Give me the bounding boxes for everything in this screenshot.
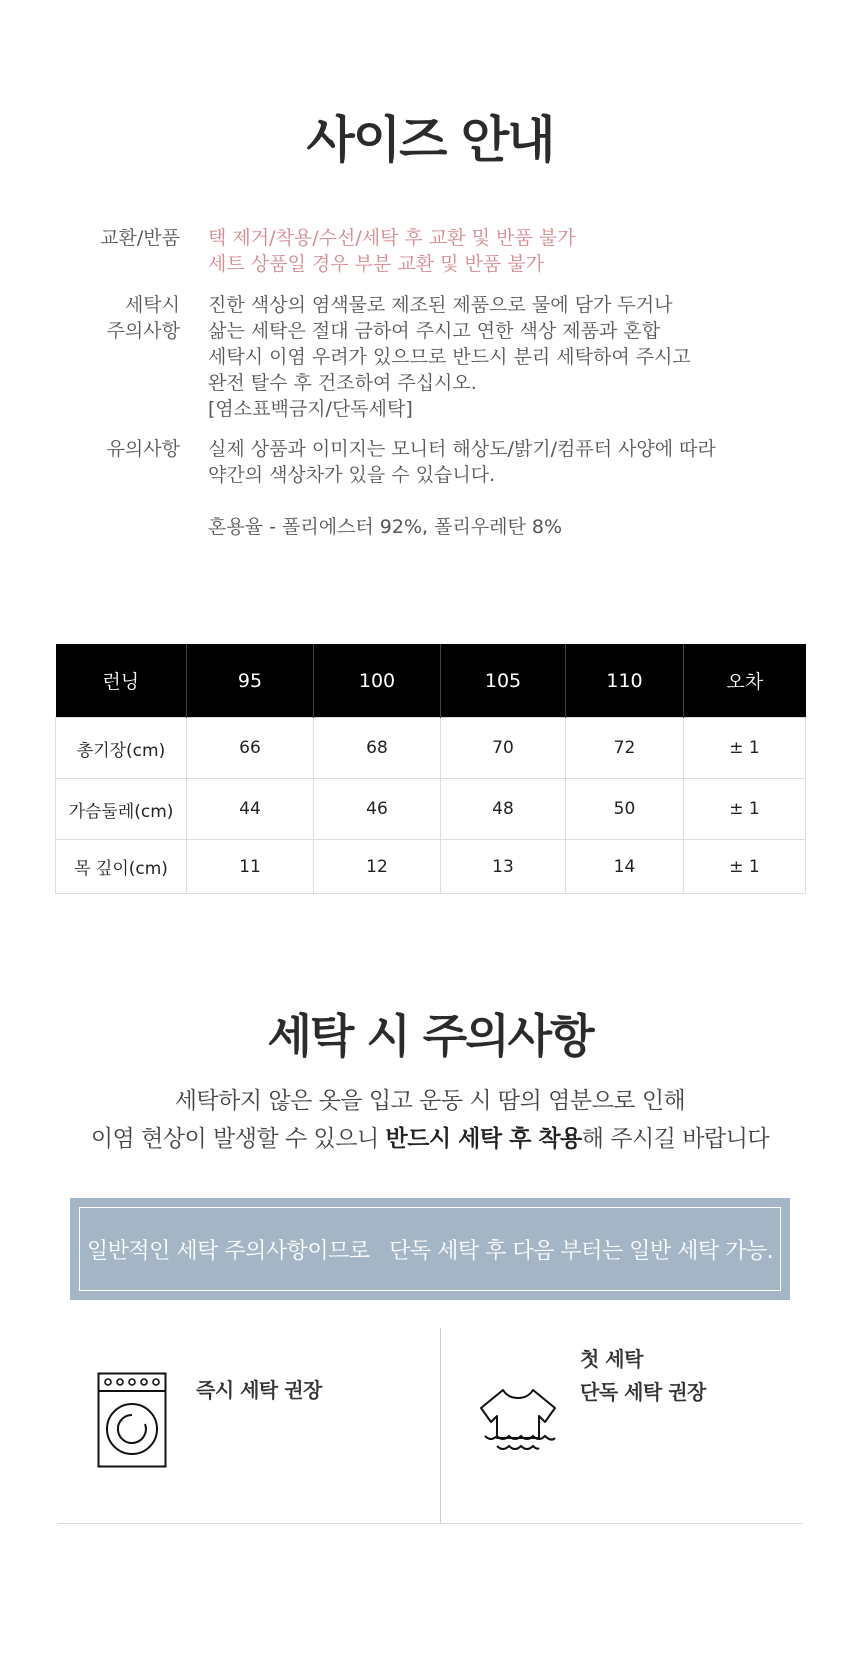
header-cell: 95 bbox=[187, 644, 314, 718]
table-cell: 총기장(cm) bbox=[56, 718, 187, 779]
header-cell: 110 bbox=[566, 644, 684, 718]
table-cell: 68 bbox=[314, 718, 441, 779]
table-cell: 12 bbox=[314, 840, 441, 894]
table-cell: 목 깊이(cm) bbox=[56, 840, 187, 894]
header-cell: 100 bbox=[314, 644, 441, 718]
header-cell: 런닝 bbox=[56, 644, 187, 718]
table-row bbox=[56, 718, 806, 779]
table-cell: 14 bbox=[566, 840, 684, 894]
table-row bbox=[56, 779, 806, 840]
header-cell: 오차 bbox=[684, 644, 806, 718]
table-cell: 46 bbox=[314, 779, 441, 840]
desc-emphasis: 반드시 세탁 후 착용 bbox=[385, 1126, 582, 1152]
table-cell: 72 bbox=[566, 718, 684, 779]
table-cell: 44 bbox=[187, 779, 314, 840]
size-guide-title: 사이즈 안내 bbox=[306, 111, 554, 169]
table-cell: 70 bbox=[441, 718, 566, 779]
size-table bbox=[55, 644, 806, 894]
horizontal-divider bbox=[58, 1523, 803, 1524]
table-cell: 48 bbox=[441, 779, 566, 840]
washing-caution-text: 진한 색상의 염색물로 제조된 제품으로 물에 담가 두거나 삶는 세탁은 절대 금하여 주시고 연한 색상 제품과 혼합 세탁시 이염 우려가 있으므로 반드시 분리 세탁하여 주시고 완전 탈수 후 건조하여 주십시오. [염소표백금지/단독세탁] bbox=[208, 294, 691, 420]
table-row bbox=[56, 840, 806, 894]
washing-desc-line1: 세탁하지 않은 옷을 입고 운동 시 땀의 염분으로 인해 bbox=[174, 1088, 686, 1114]
table-cell: ± 1 bbox=[684, 779, 806, 840]
notes-label: 유의사항 bbox=[106, 438, 180, 460]
desc-text: 이염 현상이 발생할 수 있으니 bbox=[90, 1126, 386, 1152]
washing-machine-icon bbox=[97, 1372, 167, 1468]
washing-caution-title: 세탁 시 주의사항 bbox=[267, 1009, 593, 1063]
table-cell: 66 bbox=[187, 718, 314, 779]
washing-caution-label: 세탁시 주의사항 bbox=[106, 294, 180, 342]
vertical-divider bbox=[440, 1328, 441, 1524]
washing-banner bbox=[70, 1198, 790, 1300]
table-cell: 13 bbox=[441, 840, 566, 894]
table-cell: ± 1 bbox=[684, 840, 806, 894]
table-cell: ± 1 bbox=[684, 718, 806, 779]
exchange-return-label: 교환/반품 bbox=[100, 227, 180, 249]
care-immediate-label: 즉시 세탁 권장 bbox=[196, 1378, 322, 1402]
shirt-in-water-icon bbox=[473, 1386, 563, 1454]
table-cell: 가슴둘레(cm) bbox=[56, 779, 187, 840]
header-cell: 105 bbox=[441, 644, 566, 718]
care-first-wash-label: 첫 세탁 단독 세탁 권장 bbox=[580, 1347, 706, 1404]
size-table-header bbox=[56, 644, 806, 718]
table-cell: 50 bbox=[566, 779, 684, 840]
material-text: 혼용율 - 폴리에스터 92%, 폴리우레탄 8% bbox=[208, 516, 563, 538]
exchange-return-text: 택 제거/착용/수선/세탁 후 교환 및 반품 불가 세트 상품일 경우 부분 교환 및 반품 불가 bbox=[208, 227, 576, 275]
banner-text: 일반적인 세탁 주의사항이므로 단독 세탁 후 다음 부터는 일반 세탁 가능. bbox=[79, 1207, 781, 1291]
table-cell: 11 bbox=[187, 840, 314, 894]
desc-text: 해 주시길 바랍니다 bbox=[581, 1126, 770, 1152]
washing-desc-line2 bbox=[0, 1120, 860, 1158]
notes-text: 실제 상품과 이미지는 모니터 해상도/밝기/컴퓨터 사양에 따라 약간의 색상차가 있을 수 있습니다. bbox=[208, 438, 716, 486]
